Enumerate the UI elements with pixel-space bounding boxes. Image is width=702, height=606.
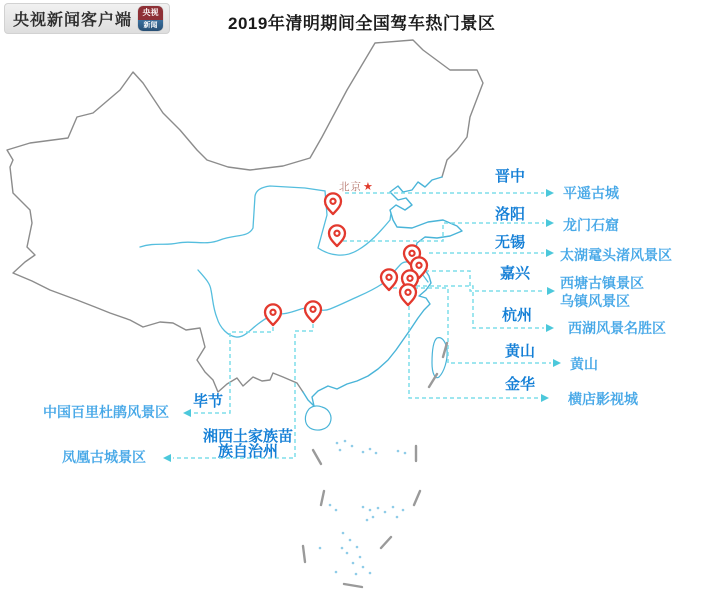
sea-dot bbox=[362, 506, 365, 509]
sea-dot bbox=[335, 571, 338, 574]
location-pin-jinhua[interactable] bbox=[400, 284, 416, 305]
attraction-label-luoyang: 龙门石窟 bbox=[563, 217, 619, 233]
city-label-jinzhong: 晋中 bbox=[495, 168, 526, 185]
sea-island-dots bbox=[319, 440, 407, 576]
taiwan-island bbox=[432, 338, 447, 378]
location-pin-luoyang[interactable] bbox=[329, 225, 345, 246]
attraction-label-wuxi: 太湖鼋头渚风景区 bbox=[560, 247, 672, 263]
sea-dot bbox=[375, 452, 378, 455]
nine-dash-segment bbox=[313, 450, 321, 464]
hainan-island bbox=[305, 406, 331, 430]
nine-dash-line bbox=[303, 343, 447, 587]
sea-dot bbox=[377, 507, 380, 510]
location-pin-jinzhong[interactable] bbox=[325, 193, 341, 214]
app-name: 央视新闻客户端 bbox=[13, 12, 133, 29]
sea-dot bbox=[366, 519, 369, 522]
sea-dot bbox=[356, 546, 359, 549]
attraction-label-jinhua: 横店影视城 bbox=[568, 391, 638, 407]
sea-dot bbox=[352, 562, 355, 565]
attraction-label-xiangxi: 凤凰古城景区 bbox=[62, 449, 146, 465]
yellow-river bbox=[140, 186, 391, 255]
sea-dot bbox=[369, 572, 372, 575]
sea-dot bbox=[362, 451, 365, 454]
callout-arrow-icon-jiaxing bbox=[547, 287, 555, 295]
page-title: 2019年清明期间全国驾车热门景区 bbox=[228, 14, 496, 33]
beijing-star-icon: ★ bbox=[363, 181, 373, 193]
nine-dash-segment bbox=[429, 374, 437, 387]
sea-dot bbox=[351, 445, 354, 448]
sea-dot bbox=[349, 539, 352, 542]
callout-arrow-icon-hangzhou bbox=[546, 324, 554, 332]
china-border-outline bbox=[7, 40, 483, 392]
sea-dot bbox=[359, 556, 362, 559]
sea-dot bbox=[402, 509, 405, 512]
city-label-hangzhou: 杭州 bbox=[502, 307, 533, 324]
location-pin-bijie[interactable] bbox=[265, 304, 281, 325]
city-label-wuxi: 无锡 bbox=[495, 234, 526, 251]
attraction-label-jinzhong: 平遥古城 bbox=[563, 185, 619, 201]
attraction-label-jiaxing: 西塘古镇景区 bbox=[560, 275, 644, 291]
nine-dash-segment bbox=[303, 546, 305, 562]
location-pin-xiangxi[interactable] bbox=[305, 301, 321, 322]
sea-dot bbox=[362, 566, 365, 569]
sea-dot bbox=[319, 547, 322, 550]
callout-arrow-icon-bijie bbox=[183, 409, 191, 417]
callout-arrow-icon-xiangxi bbox=[163, 454, 171, 462]
attraction-label-hangzhou: 西湖风景名胜区 bbox=[568, 320, 666, 336]
sea-dot bbox=[392, 506, 395, 509]
city-label-jinhua: 金华 bbox=[505, 376, 536, 393]
sea-dot bbox=[341, 547, 344, 550]
city-label-xiangxi: 湘西土家族苗 bbox=[203, 428, 294, 445]
sea-dot bbox=[372, 516, 375, 519]
attraction-label-bijie: 中国百里杜鹃风景区 bbox=[43, 404, 169, 420]
sea-dot bbox=[342, 532, 345, 535]
sea-dot bbox=[339, 449, 342, 452]
attraction-label-jiaxing: 乌镇风景区 bbox=[560, 293, 630, 309]
city-label-bijie: 毕节 bbox=[193, 393, 224, 410]
sea-dot bbox=[397, 450, 400, 453]
callout-arrow-icon-luoyang bbox=[546, 219, 554, 227]
cctv-news-logo-icon: 央视 新闻 bbox=[138, 6, 163, 31]
location-pin-huangshan[interactable] bbox=[381, 269, 397, 290]
sea-dot bbox=[396, 516, 399, 519]
callout-arrow-icon-huangshan bbox=[553, 359, 561, 367]
sea-dot bbox=[335, 509, 338, 512]
sea-dot bbox=[344, 440, 347, 443]
city-label-luoyang: 洛阳 bbox=[495, 206, 526, 223]
callout-arrow-icon-jinhua bbox=[541, 394, 549, 402]
city-label-huangshan: 黄山 bbox=[505, 343, 536, 360]
nine-dash-segment bbox=[321, 491, 324, 505]
callout-arrow-icon-jinzhong bbox=[546, 189, 554, 197]
beijing-label: 北京 bbox=[339, 181, 362, 193]
sea-dot bbox=[355, 573, 358, 576]
sea-dot bbox=[329, 504, 332, 507]
city-label-jiaxing: 嘉兴 bbox=[500, 265, 531, 282]
sea-dot bbox=[384, 511, 387, 514]
sea-dot bbox=[346, 552, 349, 555]
nine-dash-segment bbox=[381, 537, 391, 548]
attraction-label-huangshan: 黄山 bbox=[570, 356, 598, 372]
sea-dot bbox=[369, 509, 372, 512]
nine-dash-segment bbox=[344, 584, 362, 587]
city-label-xiangxi: 族自治州 bbox=[218, 443, 279, 460]
sea-dot bbox=[369, 448, 372, 451]
callout-arrow-icon-wuxi bbox=[546, 249, 554, 257]
sea-dot bbox=[336, 442, 339, 445]
nine-dash-segment bbox=[414, 491, 420, 505]
sea-dot bbox=[404, 452, 407, 455]
